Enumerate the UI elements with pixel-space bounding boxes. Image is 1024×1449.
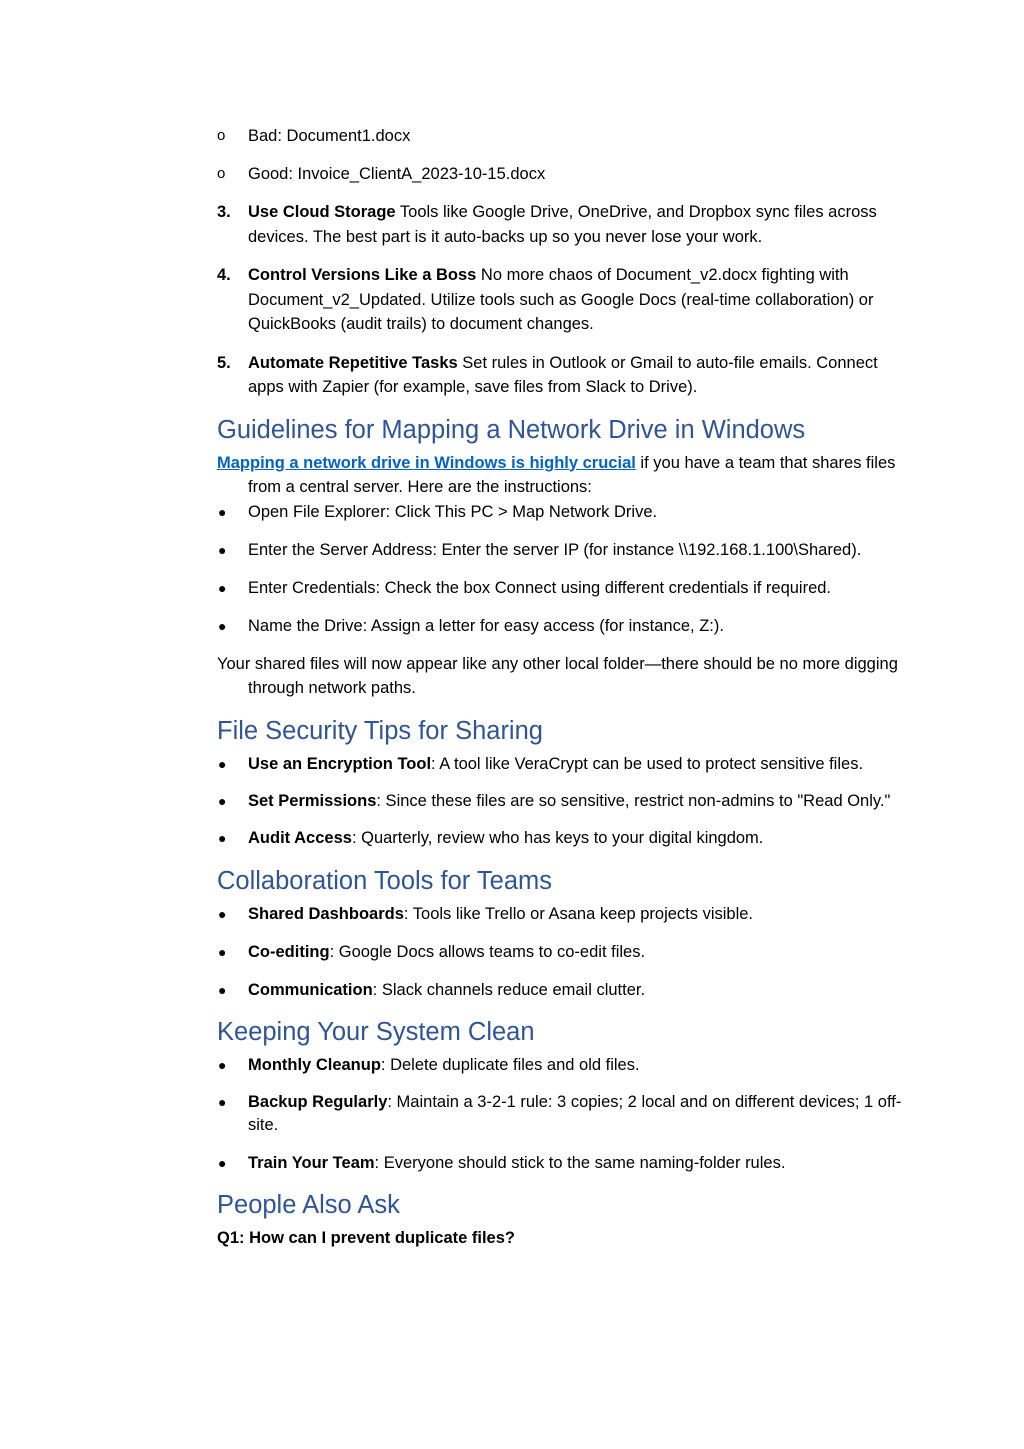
bullet-icon: ●	[218, 1094, 227, 1110]
item-text: : Delete duplicate files and old files.	[380, 1056, 640, 1074]
item-text: : Since these files are so sensitive, restrict non-admins to "Read Only."	[376, 791, 891, 810]
item-title: Co-editing	[248, 942, 330, 961]
numbered-item	[217, 200, 907, 249]
list-item	[217, 614, 907, 639]
bullet-icon: ●	[218, 1057, 227, 1073]
list-item	[217, 978, 907, 1003]
numbered-item	[217, 351, 907, 400]
bullet-icon: ●	[218, 579, 227, 596]
item-text: : Google Docs allows teams to co-edit files.	[329, 942, 646, 961]
list-number: 4.	[217, 266, 231, 284]
document-page	[217, 124, 907, 1251]
section-heading-mapping: Guidelines for Mapping a Network Drive in Windows	[217, 415, 806, 444]
list-item	[217, 576, 907, 601]
list-item	[217, 752, 907, 777]
bullet-icon: ●	[218, 1154, 227, 1171]
item-title: Shared Dashboards	[248, 904, 404, 923]
mapping-outro: Your shared files will now appear like any other local folder—there should be no more digging through network paths.	[217, 654, 898, 697]
section-heading-people-also-ask: People Also Ask	[217, 1191, 400, 1219]
mapping-intro	[217, 451, 907, 500]
item-text: : Maintain a 3-2-1 rule: 3 copies; 2 local and on different devices; 1 off-site.	[248, 1093, 902, 1134]
item-text: : A tool like VeraCrypt can be used to protect sensitive files.	[431, 754, 864, 773]
list-item	[217, 538, 907, 563]
bullet-icon: ●	[218, 541, 227, 558]
bullet-icon: ●	[218, 792, 227, 809]
bullet-icon: ●	[218, 755, 227, 772]
item-text: Set rules in Outlook or Gmail to auto-file emails. Connect apps with Zapier (for example, save files from Slack to Drive).	[248, 353, 878, 396]
item-title: Train Your Team	[248, 1153, 375, 1172]
bullet-icon: ●	[218, 905, 227, 922]
item-title: Control Versions Like a Boss	[248, 266, 477, 284]
section-heading-collaboration: Collaboration Tools for Teams	[217, 866, 552, 895]
circle-bullet-icon: o	[217, 165, 226, 182]
bullet-icon: ●	[218, 503, 227, 520]
list-item-text: Name the Drive: Assign a letter for easy access (for instance, Z:).	[248, 616, 724, 635]
list-item	[217, 500, 907, 525]
numbered-item	[217, 263, 907, 337]
list-item	[217, 790, 907, 813]
item-title: Automate Repetitive Tasks	[248, 353, 458, 372]
list-item-text: Enter the Server Address: Enter the server IP (for instance \\192.168.1.100\Shared).	[248, 540, 862, 559]
item-text: No more chaos of Document_v2.docx fighting with Document_v2_Updated. Utilize tools such as Google Docs (real-time collaboration) or QuickBooks (audit trails) to document changes.	[248, 266, 874, 333]
item-title: Audit Access	[248, 829, 352, 847]
list-item-text: Good: Invoice_ClientA_2023-10-15.docx	[248, 165, 546, 183]
list-item-text: Open File Explorer: Click This PC > Map Network Drive.	[248, 502, 658, 521]
item-title: Set Permissions	[248, 791, 377, 810]
list-item	[217, 902, 907, 927]
list-item	[217, 940, 907, 965]
item-text: : Tools like Trello or Asana keep projects visible.	[403, 904, 754, 923]
list-item-text: Enter Credentials: Check the box Connect using different credentials if required.	[248, 578, 832, 597]
item-title: Communication	[248, 980, 373, 999]
mapping-link[interactable]: Mapping a network drive in Windows is highly crucial	[217, 453, 636, 472]
item-title: Backup Regularly	[248, 1093, 388, 1111]
section-heading-security: File Security Tips for Sharing	[217, 716, 543, 745]
item-title: Use an Encryption Tool	[248, 754, 432, 773]
item-text: Tools like Google Drive, OneDrive, and Dropbox sync files across devices. The best part is it auto-backs up so you never lose your work.	[248, 203, 877, 246]
list-item	[217, 1091, 907, 1137]
item-title: Monthly Cleanup	[248, 1056, 381, 1074]
mapping-intro-text: if you have a team that shares files from a central server. Here are the instructions:	[248, 453, 896, 496]
item-title: Use Cloud Storage	[248, 203, 396, 221]
section-heading-clean: Keeping Your System Clean	[217, 1018, 535, 1046]
bullet-icon: ●	[218, 617, 227, 634]
question-q1: Q1: How can I prevent duplicate files?	[217, 1229, 515, 1247]
item-text: : Slack channels reduce email clutter.	[372, 980, 646, 999]
list-item	[217, 124, 907, 149]
bullet-icon: ●	[218, 943, 227, 960]
list-item	[217, 1053, 907, 1078]
list-item-text: Bad: Document1.docx	[248, 127, 411, 145]
bullet-icon: ●	[218, 830, 227, 846]
circle-bullet-icon: o	[217, 127, 226, 144]
item-text: : Quarterly, review who has keys to your digital kingdom.	[351, 829, 764, 847]
list-item	[217, 1151, 907, 1176]
list-number: 3.	[217, 203, 231, 221]
bullet-icon: ●	[218, 981, 227, 998]
list-number: 5.	[217, 353, 231, 372]
list-item	[217, 826, 907, 851]
list-item	[217, 162, 907, 187]
item-text: : Everyone should stick to the same naming-folder rules.	[374, 1153, 786, 1172]
